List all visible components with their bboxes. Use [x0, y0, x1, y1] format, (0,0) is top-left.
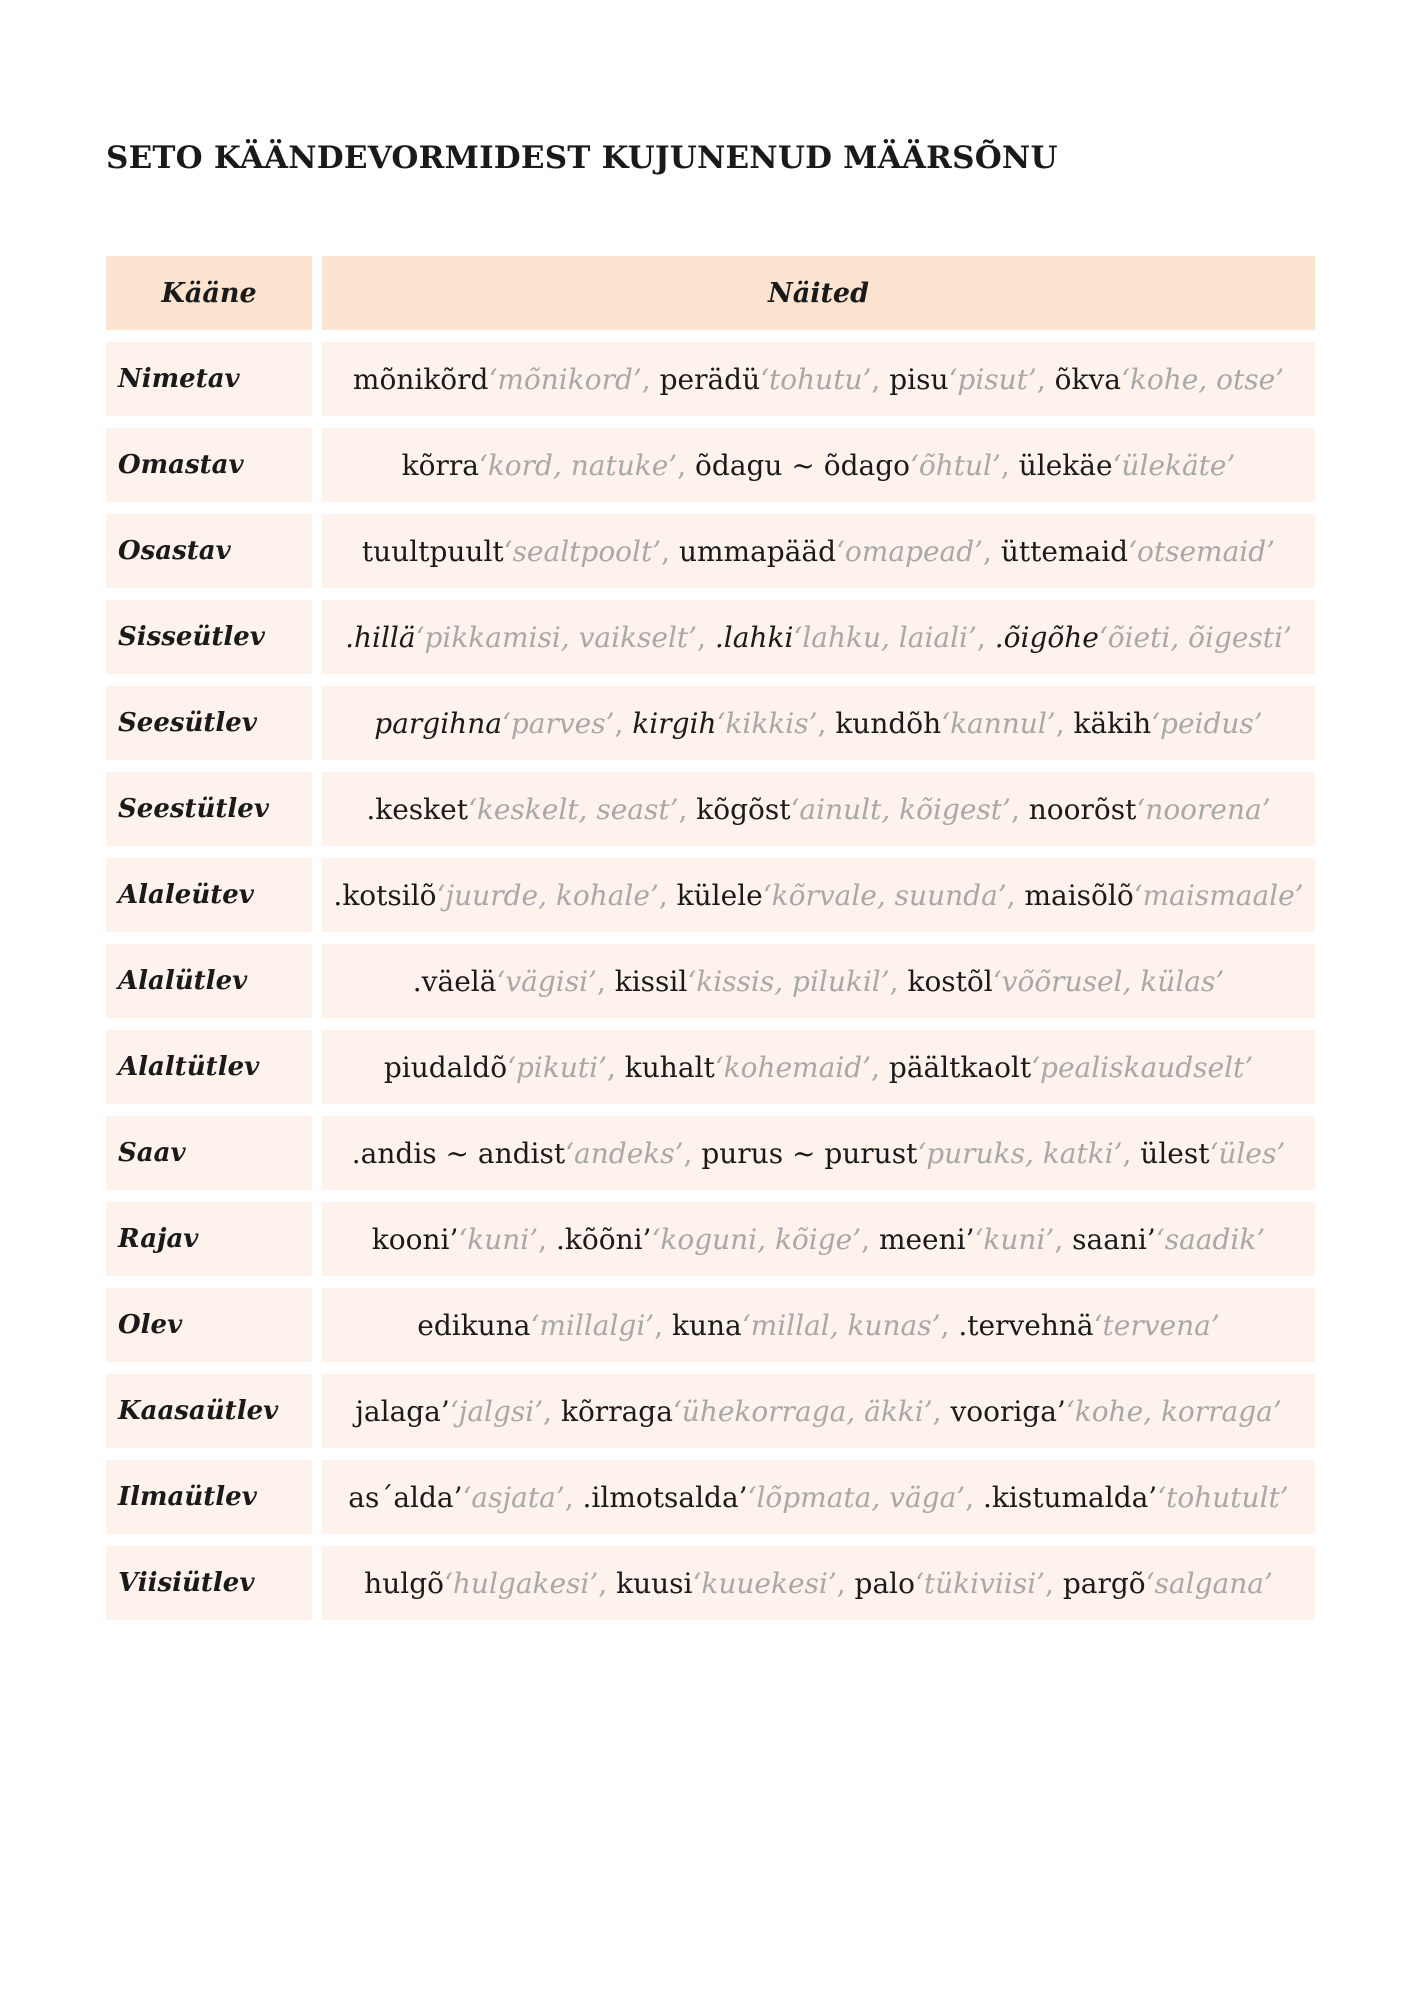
example-word: .lahki: [714, 620, 794, 654]
example-word: .ilmotsalda’: [582, 1480, 748, 1514]
example-gloss: ‘kohe, otse’: [1121, 362, 1285, 396]
example-word: .andis ~ andist: [351, 1136, 566, 1170]
case-name: Kaasaütlev: [106, 1374, 312, 1448]
example-gloss: ‘salgana’: [1145, 1566, 1273, 1600]
example-gloss: ‘pikuti’: [507, 1050, 607, 1084]
example-word: üttemaid: [1000, 534, 1129, 568]
example-gloss: ‘otsemaid’: [1128, 534, 1276, 568]
example-gloss: ‘keskelt, seast’: [467, 792, 679, 826]
example-word: pargihna: [374, 706, 502, 740]
example-word: tuultpuult: [361, 534, 504, 568]
table-row: [106, 1116, 1315, 1190]
example-separator: ,: [697, 620, 715, 654]
example-separator: ,: [836, 1566, 855, 1600]
table-body: [106, 342, 1315, 1620]
example-separator: ,: [861, 1222, 879, 1256]
case-name: Seesütlev: [106, 686, 312, 760]
example-gloss: ‘juurde, kohale’: [436, 878, 659, 912]
example-separator: ,: [598, 1566, 617, 1600]
example-gloss: ‘õieti, õigesti’: [1098, 620, 1292, 654]
example-separator: ,: [1055, 706, 1074, 740]
example-separator: ,: [1000, 448, 1019, 482]
table-row: [106, 514, 1315, 588]
table-row: [106, 1202, 1315, 1276]
example-gloss: ‘pikkamisi, vaikselt’: [415, 620, 698, 654]
table-row: [106, 858, 1315, 932]
examples-cell: [322, 1374, 1315, 1448]
example-gloss: ‘lahku, laiali’: [793, 620, 977, 654]
example-separator: ,: [817, 706, 836, 740]
example-word: ülest: [1140, 1136, 1210, 1170]
example-word: purus ~ purust: [701, 1136, 918, 1170]
page-title: SETO KÄÄNDEVORMIDEST KUJUNENUD MÄÄRSÕNU: [106, 140, 1058, 176]
table-row: [106, 944, 1315, 1018]
examples-cell: [322, 514, 1315, 588]
example-gloss: ‘võõrusel, külas’: [992, 964, 1225, 998]
adverbs-table: [106, 256, 1315, 1632]
example-word: edikuna: [417, 1308, 531, 1342]
example-separator: ,: [889, 964, 908, 998]
case-name: Osastav: [106, 514, 312, 588]
table-row: [106, 1546, 1315, 1620]
example-separator: ,: [1010, 792, 1029, 826]
example-word: kuna: [672, 1308, 742, 1342]
example-word: noorõst: [1028, 792, 1137, 826]
example-separator: ,: [1006, 878, 1025, 912]
example-word: .väelä: [412, 964, 497, 998]
example-separator: ,: [606, 1050, 625, 1084]
example-gloss: ‘pisut’: [948, 362, 1037, 396]
example-separator: ,: [641, 362, 660, 396]
example-word: meeni’: [878, 1222, 975, 1256]
case-name: Alaleütev: [106, 858, 312, 932]
table-row: [106, 600, 1315, 674]
example-gloss: ‘õhtul’: [909, 448, 1001, 482]
example-word: palo: [854, 1566, 915, 1600]
example-word: .kotsilõ: [333, 878, 437, 912]
example-gloss: ‘peidus’: [1151, 706, 1263, 740]
example-gloss: ‘pealiskaudselt’: [1031, 1050, 1254, 1084]
example-separator: ,: [658, 878, 677, 912]
table-header-row: [106, 256, 1315, 330]
example-gloss: ‘kissis, pilukil’: [687, 964, 890, 998]
example-word: kõrra: [401, 448, 479, 482]
example-word: piudaldõ: [383, 1050, 508, 1084]
example-gloss: ‘lõpmata, väga’: [747, 1480, 966, 1514]
example-gloss: ‘kohe, korraga’: [1065, 1394, 1282, 1428]
example-word: kuusi: [616, 1566, 693, 1600]
table-row: [106, 342, 1315, 416]
example-word: päältkaolt: [888, 1050, 1032, 1084]
example-word: kõgõst: [696, 792, 791, 826]
example-separator: ,: [1122, 1136, 1141, 1170]
example-gloss: ‘tükiviisi’: [914, 1566, 1046, 1600]
example-word: pisu: [889, 362, 949, 396]
example-gloss: ‘ainult, kõigest’: [790, 792, 1011, 826]
example-separator: ,: [564, 1480, 583, 1514]
case-name: Seestütlev: [106, 772, 312, 846]
example-word: jalaga’: [355, 1394, 450, 1428]
example-word: kundõh: [835, 706, 942, 740]
examples-cell: [322, 428, 1315, 502]
table-row: [106, 772, 1315, 846]
example-separator: ,: [976, 620, 995, 654]
example-word: kuhalt: [624, 1050, 715, 1084]
example-gloss: ‘millal, kunas’: [741, 1308, 941, 1342]
table-row: [106, 428, 1315, 502]
example-word: .hillä: [345, 620, 416, 654]
case-name: Saav: [106, 1116, 312, 1190]
example-gloss: ‘parves’: [501, 706, 615, 740]
example-gloss: ‘kuni’: [458, 1222, 539, 1256]
example-separator: ,: [932, 1394, 951, 1428]
case-name: Alalütlev: [106, 944, 312, 1018]
example-word: vooriga’: [950, 1394, 1066, 1428]
example-gloss: ‘kuni’: [974, 1222, 1055, 1256]
case-name: Alaltütlev: [106, 1030, 312, 1104]
case-name: Rajav: [106, 1202, 312, 1276]
table-row: [106, 686, 1315, 760]
example-word: .kistumalda’: [983, 1480, 1158, 1514]
example-separator: ,: [965, 1480, 984, 1514]
example-gloss: ‘üles’: [1209, 1136, 1286, 1170]
example-separator: ,: [1036, 362, 1055, 396]
example-gloss: ‘kannul’: [941, 706, 1056, 740]
example-gloss: ‘mõnikord’: [488, 362, 642, 396]
example-separator: ,: [614, 706, 633, 740]
examples-cell: [322, 342, 1315, 416]
table-row: [106, 1030, 1315, 1104]
example-word: õdagu ~ õdago: [695, 448, 910, 482]
example-gloss: ‘maismaale’: [1133, 878, 1304, 912]
example-separator: ,: [940, 1308, 959, 1342]
example-gloss: ‘asjata’: [462, 1480, 565, 1514]
example-gloss: ‘koguni, kõige’: [651, 1222, 862, 1256]
example-separator: ,: [677, 448, 696, 482]
example-word: õkva: [1054, 362, 1121, 396]
header-examples-label: Näited: [768, 277, 869, 309]
header-case: [106, 256, 312, 330]
example-separator: ,: [654, 1308, 673, 1342]
example-gloss: ‘omapead’: [836, 534, 984, 568]
example-separator: ,: [871, 1050, 889, 1084]
table-row: [106, 1460, 1315, 1534]
example-word: ummapääd: [678, 534, 837, 568]
case-name: Sisseütlev: [106, 600, 312, 674]
table-row: [106, 1374, 1315, 1448]
example-separator: ,: [1054, 1222, 1073, 1256]
example-word: maisõlõ: [1024, 878, 1134, 912]
example-word: kissil: [614, 964, 688, 998]
example-separator: ,: [1045, 1566, 1063, 1600]
example-gloss: ‘ülekäte’: [1112, 448, 1236, 482]
example-gloss: ‘kuuekesi’: [692, 1566, 837, 1600]
examples-cell: [322, 1460, 1315, 1534]
example-word: ülekäe: [1018, 448, 1113, 482]
examples-cell: [322, 686, 1315, 760]
table-row: [106, 1288, 1315, 1362]
example-word: .kõõni’: [555, 1222, 652, 1256]
case-name: Ilmaütlev: [106, 1460, 312, 1534]
example-gloss: ‘kohemaid’: [714, 1050, 872, 1084]
examples-cell: [322, 1116, 1315, 1190]
examples-cell: [322, 944, 1315, 1018]
example-word: .õigõhe: [994, 620, 1099, 654]
example-gloss: ‘vägisi’: [496, 964, 597, 998]
example-separator: ,: [543, 1394, 561, 1428]
example-word: kooni’: [371, 1222, 459, 1256]
examples-cell: [322, 1030, 1315, 1104]
example-gloss: ‘hulgakesi’: [443, 1566, 599, 1600]
examples-cell: [322, 858, 1315, 932]
case-name: Olev: [106, 1288, 312, 1362]
example-gloss: ‘tervena’: [1093, 1308, 1220, 1342]
example-gloss: ‘tohutult’: [1157, 1480, 1289, 1514]
case-name: Omastav: [106, 428, 312, 502]
example-word: as´alda’: [348, 1480, 463, 1514]
example-word: kirgih: [632, 706, 717, 740]
example-gloss: ‘andeks’: [565, 1136, 684, 1170]
example-separator: ,: [871, 362, 890, 396]
examples-cell: [322, 1202, 1315, 1276]
example-word: käkih: [1073, 706, 1152, 740]
example-separator: ,: [678, 792, 697, 826]
example-gloss: ‘kõrvale, suunda’: [762, 878, 1007, 912]
example-separator: ,: [661, 534, 679, 568]
header-case-label: Kääne: [161, 277, 257, 309]
case-name: Viisiütlev: [106, 1546, 312, 1620]
example-word: kostõl: [907, 964, 993, 998]
example-word: külele: [676, 878, 763, 912]
example-gloss: ‘saadik’: [1155, 1222, 1266, 1256]
example-separator: ,: [538, 1222, 556, 1256]
example-gloss: ‘kikkis’: [716, 706, 818, 740]
example-word: mõnikõrd: [352, 362, 489, 396]
example-word: perädü: [659, 362, 761, 396]
examples-cell: [322, 600, 1315, 674]
example-separator: ,: [683, 1136, 702, 1170]
example-gloss: ‘tohutu’: [760, 362, 872, 396]
example-gloss: ‘millalgi’: [530, 1308, 655, 1342]
example-word: .kesket: [366, 792, 468, 826]
example-gloss: ‘sealtpoolt’: [503, 534, 662, 568]
example-gloss: ‘puruks, katki’: [917, 1136, 1123, 1170]
example-gloss: ‘kord, natuke’: [478, 448, 678, 482]
examples-cell: [322, 772, 1315, 846]
example-gloss: ‘ühekorraga, äkki’: [672, 1394, 933, 1428]
case-name: Nimetav: [106, 342, 312, 416]
example-word: pargõ: [1062, 1566, 1146, 1600]
example-word: hulgõ: [364, 1566, 444, 1600]
examples-cell: [322, 1288, 1315, 1362]
header-examples: [322, 256, 1315, 330]
example-word: .tervehnä: [958, 1308, 1094, 1342]
examples-cell: [322, 1546, 1315, 1620]
example-word: saani’: [1072, 1222, 1156, 1256]
example-separator: ,: [596, 964, 615, 998]
example-gloss: ‘jalgsi’: [449, 1394, 544, 1428]
example-separator: ,: [983, 534, 1001, 568]
example-gloss: ‘noorena’: [1136, 792, 1271, 826]
example-word: kõrraga: [560, 1394, 673, 1428]
